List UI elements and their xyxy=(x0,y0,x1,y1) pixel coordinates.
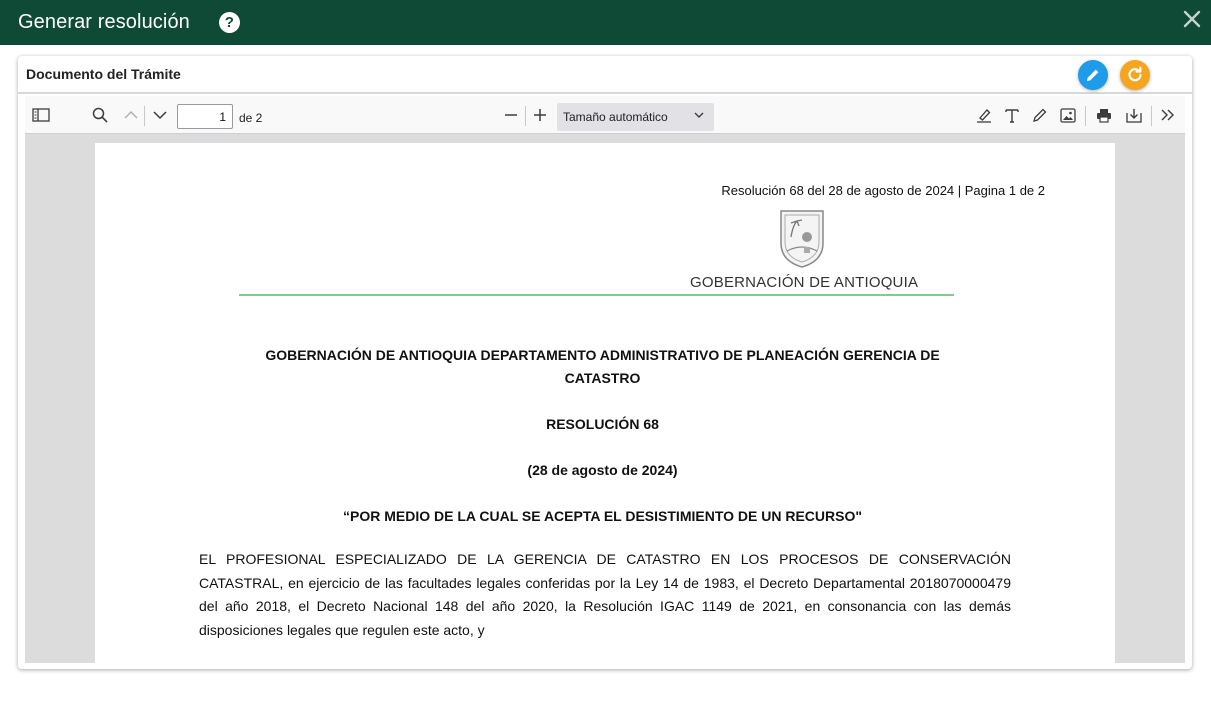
card-title: Documento del Trámite xyxy=(26,66,181,82)
chevron-up-icon xyxy=(124,110,138,120)
pencil-icon xyxy=(1085,67,1101,83)
more-tools-button[interactable] xyxy=(1157,104,1179,126)
coat-of-arms-icon xyxy=(777,207,827,269)
print-icon xyxy=(1096,108,1112,123)
sidebar-toggle-button[interactable] xyxy=(30,104,52,126)
plus-icon xyxy=(533,108,547,122)
image-icon xyxy=(1060,108,1076,123)
resolution-date: (28 de agosto de 2024) xyxy=(527,462,678,478)
page-total: de 2 xyxy=(239,111,263,125)
previous-page-button[interactable] xyxy=(120,104,142,126)
title-bar xyxy=(0,0,1211,45)
page-number-input[interactable] xyxy=(177,104,233,129)
chevron-down-icon xyxy=(153,110,167,120)
document-body: EL PROFESIONAL ESPECIALIZADO DE LA GERENCIA DE CATASTRO EN LOS PROCESOS DE CONSERVACIÓN CATASTRAL, en ejercicio de las facultades legales conferidas por la Ley 14 de 1983, el Decreto Departamental 2018070000479 del año 2018, el Decreto Nacional 148 del año 2020, la Resolución IGAC 1149 de 2021, en consonancia con las demás disposiciones legales que regulen este acto, y xyxy=(199,551,1011,638)
pdf-viewer xyxy=(25,96,1185,663)
text-icon xyxy=(1005,108,1019,123)
sidebar-icon xyxy=(32,108,50,122)
close-icon[interactable] xyxy=(1181,8,1203,30)
search-icon xyxy=(92,107,108,123)
document-title xyxy=(235,344,970,390)
pdf-page xyxy=(95,143,1115,663)
zoom-in-button[interactable] xyxy=(529,104,551,126)
image-button[interactable] xyxy=(1057,104,1079,126)
document-title-line2: CATASTRO xyxy=(564,370,641,386)
document-header-line: Resolución 68 del 28 de agosto de 2024 | Pagina 1 de 2 xyxy=(721,183,1045,198)
government-name: GOBERNACIÓN DE ANTIOQUIA xyxy=(690,274,919,291)
card-header xyxy=(18,56,1192,94)
highlight-button[interactable] xyxy=(973,104,995,126)
document-title-line1: GOBERNACIÓN DE ANTIOQUIA DEPARTAMENTO ADMINISTRATIVO DE PLANEACIÓN GERENCIA DE xyxy=(265,347,940,363)
edit-button[interactable] xyxy=(1078,60,1108,90)
double-chevron-right-icon xyxy=(1161,109,1175,121)
highlighter-icon xyxy=(976,107,992,123)
draw-button[interactable] xyxy=(1029,104,1051,126)
find-button[interactable] xyxy=(89,104,111,126)
pen-icon xyxy=(1032,107,1048,123)
window-title: Generar resolución xyxy=(18,11,190,33)
resolution-subject: “POR MEDIO DE LA CUAL SE ACEPTA EL DESISTIMIENTO DE UN RECURSO" xyxy=(343,508,862,524)
zoom-select[interactable] xyxy=(557,103,714,131)
help-icon[interactable]: ? xyxy=(219,12,240,33)
next-page-button[interactable] xyxy=(149,104,171,126)
pdf-toolbar xyxy=(25,96,1185,134)
print-button[interactable] xyxy=(1093,104,1115,126)
text-button[interactable] xyxy=(1001,104,1023,126)
refresh-icon xyxy=(1126,66,1144,84)
refresh-button[interactable] xyxy=(1120,60,1150,90)
download-icon xyxy=(1126,108,1142,123)
document-card xyxy=(18,56,1192,669)
minus-icon xyxy=(504,108,518,122)
zoom-out-button[interactable] xyxy=(500,104,522,126)
chevron-down-icon xyxy=(694,112,704,119)
download-button[interactable] xyxy=(1123,104,1145,126)
resolution-number: RESOLUCIÓN 68 xyxy=(546,416,659,432)
zoom-select-value: Tamaño automático xyxy=(563,110,668,124)
header-rule xyxy=(239,294,954,296)
